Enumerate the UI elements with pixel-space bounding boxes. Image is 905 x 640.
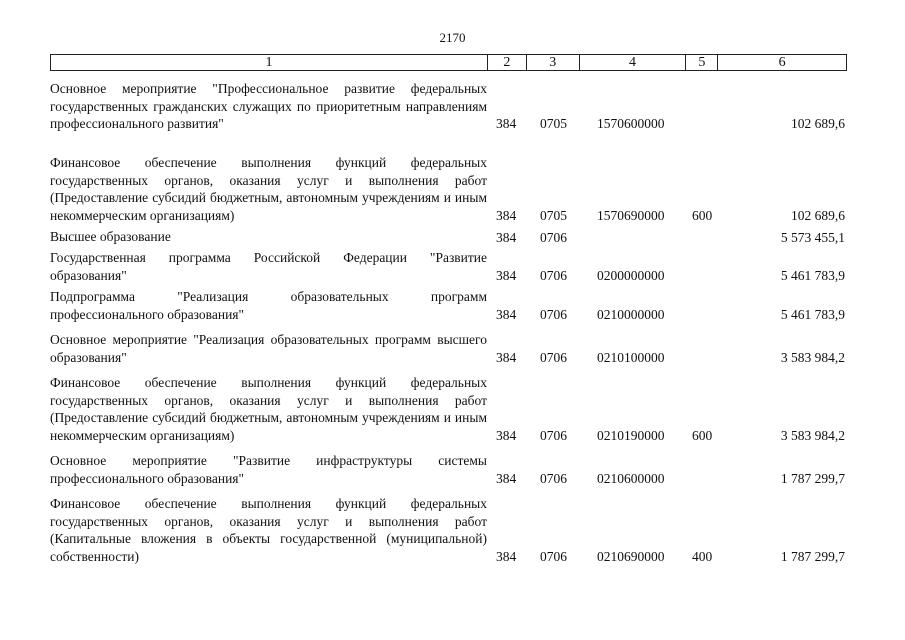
table-row <box>50 374 847 444</box>
cell-col-2: 384 <box>496 349 517 365</box>
cell-col-6: 1 787 299,7 <box>780 470 845 486</box>
cell-col-6: 5 461 783,9 <box>780 306 845 322</box>
cell-col-4: 1570600000 <box>597 115 665 131</box>
cell-col-6: 102 689,6 <box>791 115 845 131</box>
cell-col-2: 384 <box>496 470 517 486</box>
cell-col-2: 384 <box>496 267 517 283</box>
cell-col-6: 5 573 455,1 <box>780 229 845 245</box>
cell-col-3: 0705 <box>540 207 567 223</box>
cell-col-4: 0210190000 <box>597 427 665 443</box>
cell-col-3: 0706 <box>540 306 567 322</box>
header-col-1: 1 <box>51 55 488 70</box>
table-row <box>50 331 847 366</box>
cell-col-6: 102 689,6 <box>791 207 845 223</box>
cell-col-3: 0706 <box>540 548 567 564</box>
row-description: Финансовое обеспечение выполнения функций федеральных государственных органов, оказания услуг и выполнения работ (Капитальные вложения в объекты государственной (муниципальной) собственности) <box>50 496 487 564</box>
cell-col-3: 0706 <box>540 349 567 365</box>
table-row <box>50 495 847 565</box>
page-number: 2170 <box>439 30 466 45</box>
cell-col-2: 384 <box>496 207 517 223</box>
cell-col-3: 0706 <box>540 470 567 486</box>
cell-col-2: 384 <box>496 427 517 443</box>
row-description: Финансовое обеспечение выполнения функций федеральных государственных органов, оказания услуг и выполнения работ (Предоставление субсидий бюджетным, автономным учреждениям и иным некоммерческим организациям) <box>50 375 487 443</box>
cell-col-3: 0706 <box>540 229 567 245</box>
cell-col-3: 0706 <box>540 267 567 283</box>
cell-col-6: 3 583 984,2 <box>780 427 845 443</box>
row-description: Финансовое обеспечение выполнения функций федеральных государственных органов, оказания услуг и выполнения работ (Предоставление субсидий бюджетным, автономным учреждениям и иным некоммерческим организациям) <box>50 155 487 223</box>
cell-col-4: 0210100000 <box>597 349 665 365</box>
row-description: Основное мероприятие "Профессиональное развитие федеральных государственных гражданских служащих по приоритетным направлениям профессионального развития" <box>50 81 487 131</box>
header-col-5: 5 <box>686 55 718 70</box>
table-row <box>50 452 847 487</box>
cell-col-6: 1 787 299,7 <box>780 548 845 564</box>
cell-col-5: 400 <box>692 548 713 564</box>
table-row <box>50 154 847 224</box>
table-row <box>50 288 847 323</box>
cell-col-4: 0210690000 <box>597 548 665 564</box>
table-row <box>50 228 847 246</box>
row-description: Высшее образование <box>50 229 171 244</box>
cell-col-4: 0210000000 <box>597 306 665 322</box>
table-row <box>50 80 847 132</box>
cell-col-2: 384 <box>496 229 517 245</box>
table-row <box>50 249 847 284</box>
cell-col-4: 0210600000 <box>597 470 665 486</box>
cell-col-2: 384 <box>496 306 517 322</box>
cell-col-3: 0706 <box>540 427 567 443</box>
header-col-2: 2 <box>488 55 527 70</box>
row-description: Подпрограмма "Реализация образовательных программ профессионального образования" <box>50 289 487 322</box>
row-description: Основное мероприятие "Реализация образовательных программ высшего образования" <box>50 332 487 365</box>
cell-col-6: 3 583 984,2 <box>780 349 845 365</box>
cell-col-2: 384 <box>496 548 517 564</box>
cell-col-5: 600 <box>692 207 713 223</box>
header-col-3: 3 <box>527 55 580 70</box>
cell-col-2: 384 <box>496 115 517 131</box>
cell-col-5: 600 <box>692 427 713 443</box>
table-header-row <box>50 54 847 71</box>
row-description: Государственная программа Российской Федерации "Развитие образования" <box>50 250 487 283</box>
cell-col-4: 0200000000 <box>597 267 665 283</box>
cell-col-4: 1570690000 <box>597 207 665 223</box>
header-col-4: 4 <box>580 55 687 70</box>
cell-col-3: 0705 <box>540 115 567 131</box>
header-col-6: 6 <box>778 55 786 70</box>
row-description: Основное мероприятие "Развитие инфраструктуры системы профессионального образования" <box>50 453 487 486</box>
cell-col-6: 5 461 783,9 <box>780 267 845 283</box>
